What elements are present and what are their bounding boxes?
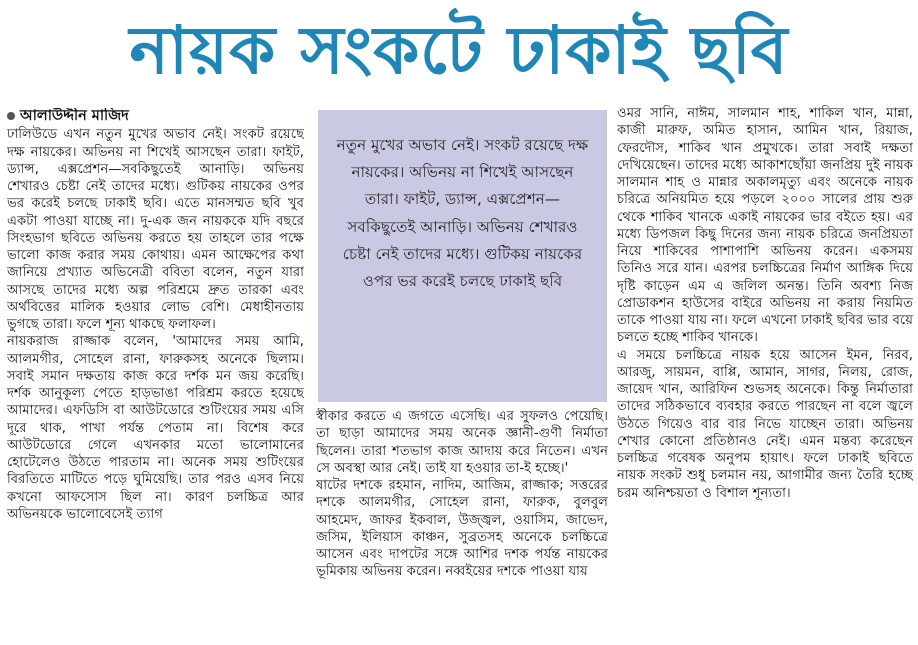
paragraph: নায়করাজ রাজ্জাক বলেন, 'আমাদের সময় আমি, আলমগীর, সোহেল রানা, ফারুকসহ অনেকে ছিলাম। সবাই সমান দক্ষতায় কাজ করে দর্শক মন জয় করেছি। দর্শক আনুকূল্য পেতে হাড়ভাঙা পরিশ্রম করতে হয়েছে আমাদের। এফডিসি বা আউটডোরে শুটিংয়ের সময় এসি দূরে থাক, পাখা পর্যন্ত পেতাম না। বিশেষ করে আউটডোরে গেলে এখনকার মতো ভালোমানের হোটেলেও উঠতে পারতাম না। অনেক সময় শুটিংয়ের বিরতিতে মাটিতে পড়ে ঘুমিয়েছি। তার পরও এসব নিয়ে কখনো আফসোস ছিল না। কারণ চলচ্চিত্র আর অভিনয়কে ভালোবেসেই ত্যাগ: [7, 334, 304, 522]
paragraph: স্বীকার করতে এ জগতে এসেছি। এর সুফলও পেয়েছি। তা ছাড়া আমাদের সময় অনেক জ্ঞানী-গুণী নির্মাতা ছিলেন। তারা শতভাগ কাজ আদায় করে নিতেন। এখন সে অবস্থা আর নেই। তাই যা হওয়ার তা-ই হচ্ছে।': [316, 409, 608, 476]
bullet-icon: [7, 112, 15, 120]
headline: নায়ক সংকটে ঢাকাই ছবি: [129, 12, 789, 89]
article-column-2: [316, 408, 608, 645]
article-column-3: [617, 105, 913, 645]
paragraph: ঢালিউডে এখন নতুন মুখের অভাব নেই। সংকট রয়েছে দক্ষ নায়কের। অভিনয় না শিখেই আসছেন তারা। ফাইট, ড্যান্স, এক্সপ্রেশন—সবকিছুতেই আনাড়ি। অভিনয় শেখারও চেষ্টা নেই তাদের মধ্যে। গুটিকয় নায়কের ওপর ভর করেই চলছে ঢাকাই ছবি। এতে মানসম্মত ছবি খুব একটা পাওয়া যাচ্ছে না। দু-এক জন নায়ককে যদি বছরে সিংহভাগ ছবিতে অভিনয় করতে হয় তাহলে তার পক্ষে ভালো কাজ করার সময় কোথায়। এমন আক্ষেপের কথা জানিয়ে প্রখ্যাত অভিনেত্রী ববিতা বলেন, নতুন যারা আসছে তাদের মধ্যে অল্প পরিশ্রমে দ্রুত তারকা এবং অর্থবিত্তের মালিক হওয়ার লোভ বেশি। মেধাহীনতায় ভুগছে তারা। ফলে শূন্য থাকছে ফলাফল।: [7, 127, 304, 332]
pull-quote-text: নতুন মুখের অভাব নেই। সংকট রয়েছে দক্ষ নায়কের। অভিনয় না শিখেই আসছেন তারা। ফাইট, ড্যান্স, এক্সপ্রেশন— সবকিছুতেই আনাড়ি। অভিনয় শেখারও চেষ্টা নেই তাদের মধ্যে। গুটিকয় নায়কের ওপর ভর করেই চলছে ঢাকাই ছবি: [336, 136, 589, 291]
paragraph: এ সময়ে চলচ্চিত্রে নায়ক হয়ে আসেন ইমন, নিরব, আরজু, সায়মন, বাপ্পি, আমান, সাগর, নিলয়, রোজ, জায়েদ খান, আরিফিন শুভসহ অনেকে। কিন্তু নির্মাতারা তাদের সঠিকভাবে ব্যবহার করতে পারছেন না বলে জ্বলে উঠতে গিয়েও বার বার নিভে যাচ্ছেন তারা। অভিনয় শেখার কোনো প্রতিষ্ঠানও নেই। এমন মন্তব্য করেছেন চলচ্চিত্র গবেষক অনুপম হায়াৎ। ফলে ঢাকাই ছবিতে নায়ক সংকট শুধু চলমান নয়, আগামীর জন্য তৈরি হচ্ছে চরম অনিশ্চয়তা ও বিশাল শূন্যতা।: [617, 347, 913, 501]
byline: [7, 108, 304, 125]
author-name: আলাউদ্দীন মাজিদ: [20, 108, 129, 124]
paragraph: ষাটের দশকে রহমান, নাদিম, আজিম, রাজ্জাক; সত্তরের দশকে আলমগীর, সোহেল রানা, ফারুক, বুলবুল আহমেদ, জাফর ইকবাল, উজ্জ্বল, ওয়াসিম, জাভেদ, জসিম, ইলিয়াস কাঞ্চন, সুব্রতসহ অনেকে চলচ্চিত্রে আসেন এবং দাপটের সঙ্গে আশির দশক পর্যন্ত নায়কের ভূমিকায় অভিনয় করেন। নব্বইয়ের দশকে পাওয়া যায়: [316, 478, 608, 580]
article-column-1: [7, 108, 304, 645]
pull-quote-box: [318, 110, 607, 402]
paragraph: ওমর সানি, নাঈম, সালমান শাহ, শাকিল খান, মান্না, কাজী মারুফ, অমিত হাসান, আমিন খান, রিয়াজ, ফেরদৌস, শাকিব খান প্রমুখকে। তারা সবাই দক্ষতা দেখিয়েছেন। তাদের মধ্যে আকাশছোঁয়া জনপ্রিয় দুই নায়ক সালমান শাহ ও মান্নার অকালমৃত্যু এবং অনেকে নায়ক চরিত্রে অনিয়মিত হয়ে পড়লে ২০০০ সালের প্রায় শুরু থেকে শাকিব খানকে একাই নায়কের ভার বইতে হয়। এর মধ্যে ডিপজল কিছু দিনের জন্য নায়ক চরিত্রে জনপ্রিয়তা নিয়ে শাকিবের পাশাপাশি অভিনয় করেন। একসময় তিনিও সরে যান। এরপর চলচ্চিত্রের নির্মাণ আঙ্গিক দিয়ে দৃষ্টি কাড়েন এম এ জলিল অনন্ত। তিনি অবশ্য নিজ প্রোডাকশন হাউসের বাইরে অভিনয় না করায় নিয়মিত তাকে পাওয়া যায় না। ফলে এখনো ঢাকাই ছবির ভার বয়ে চলতে হচ্ছে শাকিব খানকে।: [617, 106, 913, 346]
